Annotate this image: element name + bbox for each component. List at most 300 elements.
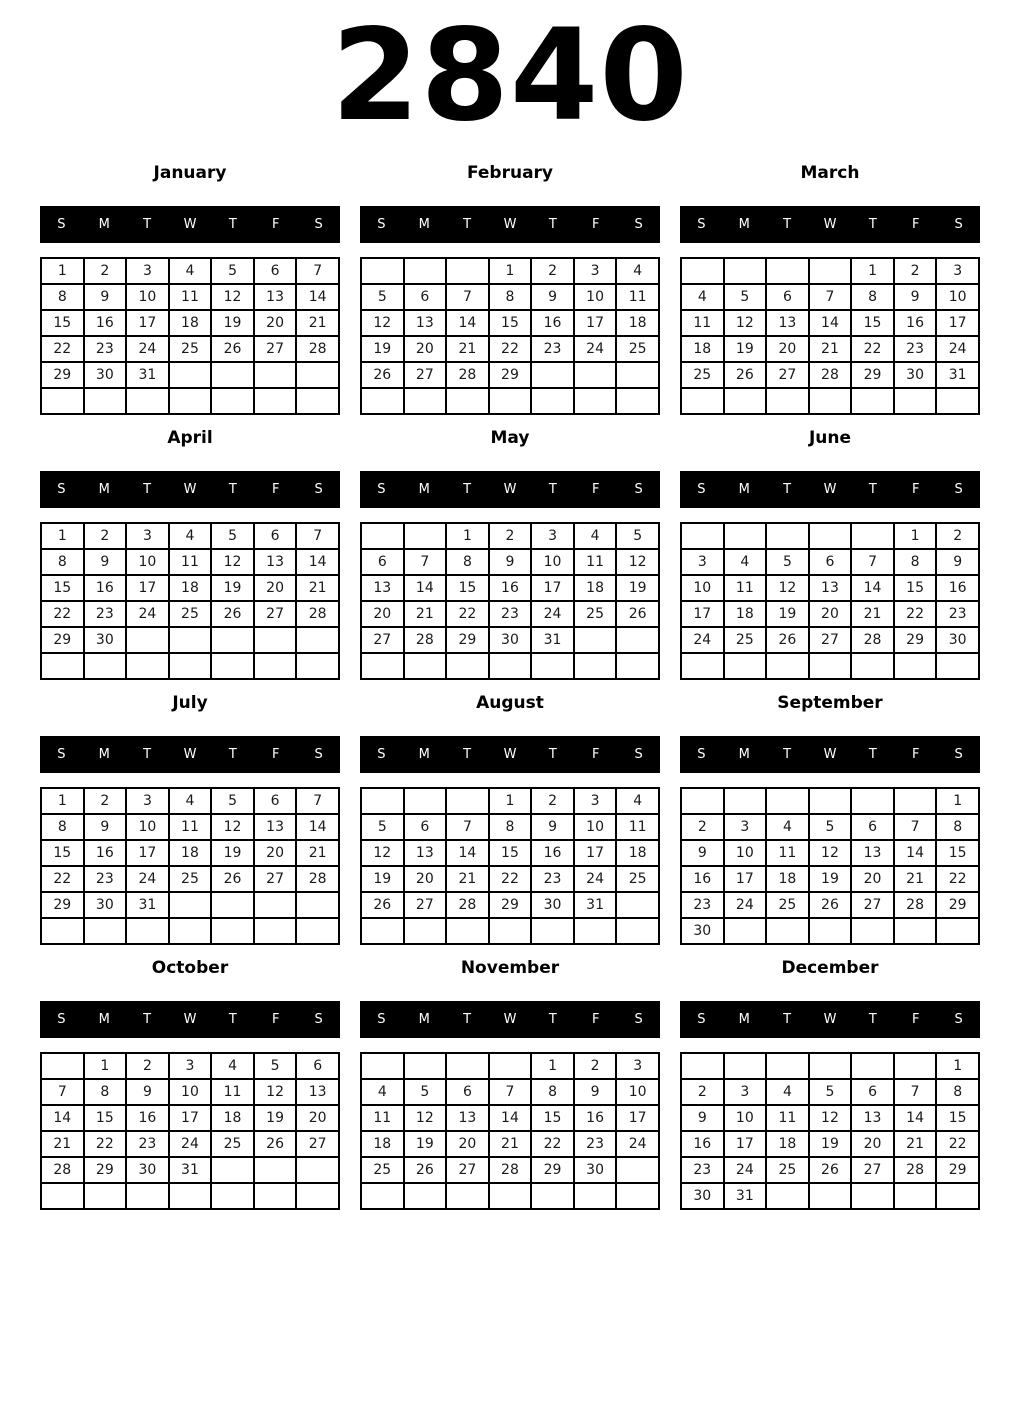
day-cell	[681, 523, 724, 549]
month-days-table	[40, 1052, 340, 1210]
day-cell: 29	[936, 892, 979, 918]
day-cell: 3	[126, 788, 169, 814]
month-february	[360, 163, 660, 415]
day-cell	[851, 1053, 894, 1079]
week-row	[681, 1053, 979, 1079]
day-cell: 16	[681, 1131, 724, 1157]
day-cell: 17	[936, 310, 979, 336]
weekday-label: T	[548, 217, 557, 232]
month-title: May	[490, 428, 530, 448]
day-cell: 22	[531, 1131, 574, 1157]
day-cell: 14	[404, 575, 447, 601]
day-cell: 15	[446, 575, 489, 601]
month-days-table	[40, 522, 340, 680]
month-title: July	[172, 693, 208, 713]
day-cell: 16	[84, 310, 127, 336]
day-cell	[809, 918, 852, 944]
day-cell: 1	[41, 788, 84, 814]
day-cell: 10	[531, 549, 574, 575]
day-cell: 5	[809, 814, 852, 840]
week-row	[41, 549, 339, 575]
month-july	[40, 693, 340, 945]
day-cell: 8	[446, 549, 489, 575]
day-cell	[894, 1183, 937, 1209]
day-cell: 29	[41, 627, 84, 653]
day-cell: 17	[126, 575, 169, 601]
day-cell: 15	[936, 1105, 979, 1131]
month-title: April	[167, 428, 213, 448]
day-cell: 5	[211, 788, 254, 814]
day-cell	[809, 258, 852, 284]
day-cell: 11	[766, 1105, 809, 1131]
day-cell: 7	[851, 549, 894, 575]
day-cell: 10	[574, 814, 617, 840]
week-row	[41, 653, 339, 679]
week-row	[681, 866, 979, 892]
weekday-label: M	[418, 217, 430, 232]
day-cell: 7	[446, 814, 489, 840]
day-cell	[404, 258, 447, 284]
day-cell: 9	[84, 284, 127, 310]
day-cell: 21	[489, 1131, 532, 1157]
week-row	[681, 601, 979, 627]
day-cell: 23	[84, 336, 127, 362]
month-august	[360, 693, 660, 945]
weekday-label: W	[503, 747, 517, 762]
day-cell: 19	[211, 840, 254, 866]
month-days-table	[40, 257, 340, 415]
day-cell: 29	[936, 1157, 979, 1183]
day-cell: 13	[404, 310, 447, 336]
day-cell: 30	[489, 627, 532, 653]
day-cell: 30	[531, 892, 574, 918]
day-cell: 2	[936, 523, 979, 549]
day-cell: 11	[361, 1105, 404, 1131]
day-cell	[531, 653, 574, 679]
day-cell: 2	[574, 1053, 617, 1079]
day-cell: 28	[851, 627, 894, 653]
day-cell	[361, 788, 404, 814]
day-cell: 3	[724, 1079, 767, 1105]
weekday-label: M	[738, 1012, 750, 1027]
day-cell: 28	[41, 1157, 84, 1183]
weekday-label: T	[868, 747, 877, 762]
day-cell: 13	[766, 310, 809, 336]
day-cell: 7	[894, 814, 937, 840]
week-row	[41, 1183, 339, 1209]
weekday-label: F	[271, 1012, 280, 1027]
weekday-label: F	[271, 217, 280, 232]
weekday-label: F	[911, 747, 920, 762]
day-cell: 26	[361, 892, 404, 918]
day-cell: 28	[809, 362, 852, 388]
weekday-label: W	[183, 1012, 197, 1027]
day-cell: 16	[84, 840, 127, 866]
day-cell	[936, 653, 979, 679]
week-row	[361, 388, 659, 414]
day-cell: 24	[936, 336, 979, 362]
day-cell: 25	[616, 336, 659, 362]
day-cell: 8	[936, 1079, 979, 1105]
month-title: December	[781, 958, 879, 978]
day-cell: 9	[894, 284, 937, 310]
day-cell	[809, 523, 852, 549]
day-cell: 25	[681, 362, 724, 388]
day-cell: 21	[296, 310, 339, 336]
weekday-header	[680, 1001, 980, 1038]
weekday-label: S	[634, 217, 643, 232]
day-cell	[404, 1183, 447, 1209]
month-days-table	[680, 1052, 980, 1210]
week-row	[41, 788, 339, 814]
day-cell: 20	[851, 1131, 894, 1157]
week-row	[361, 866, 659, 892]
day-cell: 3	[936, 258, 979, 284]
day-cell: 21	[446, 866, 489, 892]
day-cell: 13	[254, 549, 297, 575]
day-cell: 11	[724, 575, 767, 601]
week-row	[361, 258, 659, 284]
day-cell: 30	[574, 1157, 617, 1183]
month-october	[40, 958, 340, 1210]
day-cell	[446, 258, 489, 284]
day-cell	[361, 388, 404, 414]
day-cell	[681, 258, 724, 284]
day-cell: 3	[169, 1053, 212, 1079]
day-cell: 31	[724, 1183, 767, 1209]
day-cell: 9	[681, 840, 724, 866]
day-cell: 27	[809, 627, 852, 653]
day-cell: 5	[724, 284, 767, 310]
day-cell: 26	[724, 362, 767, 388]
day-cell: 1	[41, 523, 84, 549]
day-cell: 25	[766, 1157, 809, 1183]
day-cell: 30	[681, 1183, 724, 1209]
day-cell	[489, 918, 532, 944]
weekday-label: S	[634, 747, 643, 762]
day-cell: 5	[809, 1079, 852, 1105]
day-cell	[574, 918, 617, 944]
day-cell: 23	[936, 601, 979, 627]
day-cell: 31	[574, 892, 617, 918]
day-cell: 28	[894, 1157, 937, 1183]
day-cell: 24	[574, 336, 617, 362]
day-cell: 12	[809, 840, 852, 866]
day-cell: 9	[574, 1079, 617, 1105]
day-cell: 23	[531, 866, 574, 892]
month-days-table	[680, 787, 980, 945]
day-cell	[169, 388, 212, 414]
day-cell: 25	[724, 627, 767, 653]
day-cell	[254, 892, 297, 918]
day-cell: 22	[41, 601, 84, 627]
day-cell: 16	[531, 310, 574, 336]
day-cell	[404, 918, 447, 944]
day-cell	[766, 918, 809, 944]
day-cell: 8	[489, 284, 532, 310]
week-row	[361, 653, 659, 679]
day-cell	[126, 627, 169, 653]
day-cell: 8	[41, 284, 84, 310]
day-cell: 24	[724, 1157, 767, 1183]
day-cell: 12	[404, 1105, 447, 1131]
weekday-label: S	[314, 747, 323, 762]
day-cell: 11	[616, 814, 659, 840]
weekday-label: S	[954, 747, 963, 762]
day-cell: 30	[84, 627, 127, 653]
day-cell: 23	[681, 1157, 724, 1183]
day-cell	[254, 653, 297, 679]
day-cell: 9	[126, 1079, 169, 1105]
month-september	[680, 693, 980, 945]
month-days-table	[360, 787, 660, 945]
day-cell	[211, 388, 254, 414]
day-cell: 12	[211, 284, 254, 310]
weekday-label: F	[591, 1012, 600, 1027]
day-cell	[936, 1183, 979, 1209]
day-cell: 22	[894, 601, 937, 627]
day-cell: 17	[681, 601, 724, 627]
day-cell: 3	[574, 788, 617, 814]
day-cell	[169, 1183, 212, 1209]
day-cell: 9	[531, 284, 574, 310]
day-cell: 22	[446, 601, 489, 627]
day-cell: 11	[574, 549, 617, 575]
day-cell: 27	[851, 892, 894, 918]
day-cell: 7	[296, 258, 339, 284]
day-cell	[41, 1183, 84, 1209]
day-cell: 30	[681, 918, 724, 944]
day-cell: 4	[169, 258, 212, 284]
week-row	[361, 918, 659, 944]
day-cell: 9	[936, 549, 979, 575]
day-cell: 23	[681, 892, 724, 918]
day-cell: 13	[296, 1079, 339, 1105]
day-cell: 14	[894, 1105, 937, 1131]
day-cell: 2	[531, 788, 574, 814]
weekday-label: T	[143, 217, 152, 232]
day-cell	[296, 388, 339, 414]
day-cell	[616, 1157, 659, 1183]
week-row	[361, 601, 659, 627]
day-cell: 23	[84, 601, 127, 627]
day-cell: 10	[574, 284, 617, 310]
day-cell: 3	[574, 258, 617, 284]
day-cell: 29	[41, 362, 84, 388]
day-cell: 16	[574, 1105, 617, 1131]
weekday-label: M	[738, 482, 750, 497]
weekday-label: W	[183, 482, 197, 497]
day-cell: 27	[254, 866, 297, 892]
weekday-label: T	[868, 482, 877, 497]
day-cell: 3	[126, 523, 169, 549]
day-cell: 27	[851, 1157, 894, 1183]
weekday-label: S	[697, 217, 706, 232]
day-cell: 6	[809, 549, 852, 575]
day-cell	[766, 1053, 809, 1079]
week-row	[681, 918, 979, 944]
day-cell: 16	[936, 575, 979, 601]
day-cell: 24	[126, 601, 169, 627]
day-cell: 31	[126, 362, 169, 388]
day-cell: 17	[574, 840, 617, 866]
weekday-label: T	[548, 482, 557, 497]
day-cell	[41, 388, 84, 414]
day-cell	[531, 1183, 574, 1209]
week-row	[681, 840, 979, 866]
week-row	[361, 336, 659, 362]
day-cell	[724, 918, 767, 944]
day-cell: 2	[84, 788, 127, 814]
week-row	[41, 1053, 339, 1079]
day-cell: 22	[41, 866, 84, 892]
weekday-label: M	[418, 747, 430, 762]
day-cell: 12	[616, 549, 659, 575]
day-cell	[724, 1053, 767, 1079]
day-cell: 18	[616, 840, 659, 866]
day-cell: 16	[126, 1105, 169, 1131]
day-cell	[809, 788, 852, 814]
month-march	[680, 163, 980, 415]
weekday-label: W	[823, 1012, 837, 1027]
day-cell: 23	[531, 336, 574, 362]
weekday-label: W	[823, 482, 837, 497]
day-cell: 31	[126, 892, 169, 918]
week-row	[41, 627, 339, 653]
day-cell	[254, 388, 297, 414]
day-cell: 5	[211, 523, 254, 549]
day-cell: 27	[254, 601, 297, 627]
day-cell	[84, 1183, 127, 1209]
weekday-header	[40, 471, 340, 508]
weekday-header	[680, 471, 980, 508]
day-cell	[809, 1053, 852, 1079]
day-cell: 24	[574, 866, 617, 892]
week-row	[41, 1105, 339, 1131]
weekday-label: W	[183, 217, 197, 232]
week-row	[361, 549, 659, 575]
day-cell	[169, 362, 212, 388]
day-cell: 20	[254, 310, 297, 336]
weekday-label: S	[57, 482, 66, 497]
week-row	[41, 388, 339, 414]
day-cell	[296, 918, 339, 944]
day-cell: 26	[211, 601, 254, 627]
day-cell: 19	[724, 336, 767, 362]
day-cell: 27	[404, 892, 447, 918]
week-row	[41, 866, 339, 892]
day-cell	[531, 362, 574, 388]
day-cell: 29	[851, 362, 894, 388]
day-cell: 18	[361, 1131, 404, 1157]
day-cell: 18	[681, 336, 724, 362]
day-cell	[404, 388, 447, 414]
day-cell	[404, 653, 447, 679]
day-cell: 29	[446, 627, 489, 653]
day-cell: 20	[766, 336, 809, 362]
day-cell: 10	[126, 549, 169, 575]
day-cell: 15	[41, 310, 84, 336]
day-cell: 29	[531, 1157, 574, 1183]
day-cell: 12	[254, 1079, 297, 1105]
day-cell: 8	[489, 814, 532, 840]
day-cell: 29	[41, 892, 84, 918]
week-row	[681, 1183, 979, 1209]
day-cell: 15	[851, 310, 894, 336]
day-cell	[681, 788, 724, 814]
day-cell: 3	[616, 1053, 659, 1079]
week-row	[681, 788, 979, 814]
weekday-label: T	[868, 1012, 877, 1027]
day-cell: 31	[531, 627, 574, 653]
day-cell: 21	[404, 601, 447, 627]
day-cell: 20	[254, 575, 297, 601]
day-cell: 15	[41, 575, 84, 601]
day-cell: 16	[531, 840, 574, 866]
weekday-label: F	[591, 217, 600, 232]
day-cell: 11	[169, 549, 212, 575]
day-cell	[84, 918, 127, 944]
day-cell	[724, 788, 767, 814]
day-cell: 11	[211, 1079, 254, 1105]
week-row	[681, 1131, 979, 1157]
month-title: March	[800, 163, 860, 183]
day-cell	[169, 918, 212, 944]
day-cell	[851, 388, 894, 414]
day-cell	[894, 653, 937, 679]
day-cell: 17	[724, 1131, 767, 1157]
day-cell: 15	[936, 840, 979, 866]
day-cell	[489, 653, 532, 679]
week-row	[41, 840, 339, 866]
day-cell: 7	[296, 523, 339, 549]
month-days-table	[360, 522, 660, 680]
weekday-label: T	[783, 482, 792, 497]
day-cell	[489, 388, 532, 414]
day-cell	[41, 653, 84, 679]
week-row	[361, 892, 659, 918]
day-cell	[851, 653, 894, 679]
week-row	[361, 1105, 659, 1131]
day-cell: 20	[404, 866, 447, 892]
weekday-label: S	[954, 1012, 963, 1027]
day-cell: 23	[489, 601, 532, 627]
day-cell	[681, 653, 724, 679]
day-cell	[616, 653, 659, 679]
day-cell: 4	[574, 523, 617, 549]
day-cell: 15	[894, 575, 937, 601]
weekday-label: T	[143, 1012, 152, 1027]
day-cell: 31	[936, 362, 979, 388]
day-cell: 14	[489, 1105, 532, 1131]
day-cell	[936, 918, 979, 944]
week-row	[41, 918, 339, 944]
week-row	[41, 1131, 339, 1157]
year-title: 2840	[331, 1, 689, 149]
weekday-label: T	[228, 217, 237, 232]
weekday-label: F	[911, 217, 920, 232]
day-cell: 13	[851, 840, 894, 866]
day-cell: 10	[616, 1079, 659, 1105]
weekday-label: T	[783, 217, 792, 232]
day-cell: 25	[169, 336, 212, 362]
weekday-label: T	[143, 747, 152, 762]
week-row	[681, 523, 979, 549]
day-cell: 4	[169, 523, 212, 549]
day-cell: 14	[41, 1105, 84, 1131]
month-days-table	[360, 257, 660, 415]
month-days-table	[40, 787, 340, 945]
